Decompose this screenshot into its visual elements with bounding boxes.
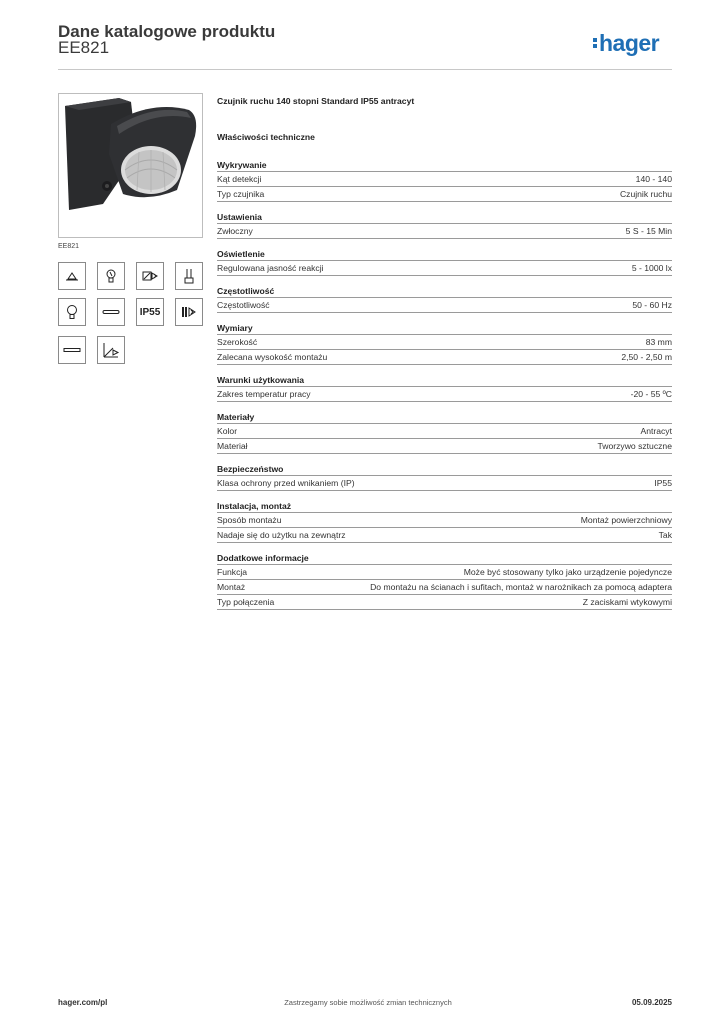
spec-group-title: Wymiary <box>217 319 672 335</box>
header-divider <box>58 69 672 70</box>
spec-row <box>217 224 672 239</box>
spec-value: 2,50 - 2,50 m <box>621 352 672 362</box>
ceiling-mount-icon <box>58 262 86 290</box>
spec-row <box>217 595 672 610</box>
spec-group <box>217 245 672 276</box>
spec-value: 83 mm <box>645 337 672 347</box>
spec-group-title: Instalacja, montaż <box>217 497 672 513</box>
spec-group <box>217 371 672 402</box>
logo-text: hager <box>599 30 660 56</box>
product-image <box>58 93 203 238</box>
motion-detection-icon <box>136 262 164 290</box>
product-name: Czujnik ruchu 140 stopni Standard IP55 antracyt <box>217 96 415 106</box>
spec-row <box>217 528 672 543</box>
spec-row <box>217 298 672 313</box>
spec-group <box>217 282 672 313</box>
spec-group <box>217 156 672 202</box>
spec-key: Kolor <box>217 426 238 436</box>
spec-key: Kąt detekcji <box>217 174 262 184</box>
spec-group-title: Bezpieczeństwo <box>217 460 672 476</box>
spec-key: Zakres temperatur pracy <box>217 389 311 399</box>
spec-key: Szerokość <box>217 337 258 347</box>
spec-key: Sposób montażu <box>217 515 282 525</box>
spec-group-title: Ustawienia <box>217 208 672 224</box>
spec-key: Klasa ochrony przed wnikaniem (IP) <box>217 478 355 488</box>
spec-key: Montaż <box>217 582 246 592</box>
bulb-icon <box>58 298 86 326</box>
spec-row <box>217 580 672 595</box>
spec-value: Może być stosowany tylko jako urządzenie pojedyncze <box>463 567 672 577</box>
spec-row <box>217 335 672 350</box>
spec-value: Montaż powierzchniowy <box>580 515 672 525</box>
spec-row <box>217 172 672 187</box>
spec-key: Regulowana jasność reakcji <box>217 263 324 273</box>
spec-groups <box>217 156 672 610</box>
spec-value: Do montażu na ścianach i sufitach, montaż w narożnikach za pomocą adaptera <box>370 582 672 592</box>
spec-value: IP55 <box>654 478 672 488</box>
spec-key: Częstotliwość <box>217 300 270 310</box>
spec-key: Zwłoczny <box>217 226 253 236</box>
spec-group-title: Częstotliwość <box>217 282 672 298</box>
motion-sensor-image <box>59 94 202 237</box>
spec-row <box>217 424 672 439</box>
spec-row <box>217 439 672 454</box>
spec-key: Typ połączenia <box>217 597 275 607</box>
spec-value: Tak <box>658 530 672 540</box>
lamp-bulb-icon <box>97 262 125 290</box>
spec-row <box>217 513 672 528</box>
footer-date: 05.09.2025 <box>631 998 672 1007</box>
hager-logo[interactable] <box>593 30 659 57</box>
spec-key: Materiał <box>217 441 248 451</box>
spec-key: Typ czujnika <box>217 189 265 199</box>
logo-dots-icon <box>593 36 598 50</box>
led-strip-icon <box>175 298 203 326</box>
spec-group <box>217 497 672 543</box>
footer-note: Zastrzegamy sobie możliwość zmian technicznych <box>284 998 452 1007</box>
spec-group <box>217 208 672 239</box>
spec-value: -20 - 55 ºC <box>630 389 672 399</box>
spec-key: Zalecana wysokość montażu <box>217 352 328 362</box>
spec-group <box>217 460 672 491</box>
spec-value: 5 - 1000 lx <box>631 263 672 273</box>
spec-group-title: Warunki użytkowania <box>217 371 672 387</box>
spec-group <box>217 408 672 454</box>
spec-value: Antracyt <box>640 426 672 436</box>
tube-lamp-icon <box>58 336 86 364</box>
section-title: Właściwości techniczne <box>217 132 315 142</box>
energy-saving-lamp-icon <box>175 262 203 290</box>
spec-group-title: Materiały <box>217 408 672 424</box>
spec-group-title: Oświetlenie <box>217 245 672 261</box>
spec-row <box>217 187 672 202</box>
spec-row <box>217 261 672 276</box>
spec-value: Tworzywo sztuczne <box>597 441 672 451</box>
spec-value: Z zaciskami wtykowymi <box>582 597 672 607</box>
spec-value: 50 - 60 Hz <box>632 300 672 310</box>
ip55-badge: IP55 <box>136 298 164 326</box>
spec-row <box>217 476 672 491</box>
spec-value: Czujnik ruchu <box>619 189 672 199</box>
spec-value: 140 - 140 <box>635 174 672 184</box>
spec-row <box>217 387 672 402</box>
product-code: EE821 <box>58 38 110 57</box>
footer-site-link[interactable]: hager.com/pl <box>58 998 108 1007</box>
spec-content <box>217 96 672 616</box>
sensor-angle-icon <box>97 336 125 364</box>
spec-group <box>217 319 672 365</box>
spec-row <box>217 350 672 365</box>
spec-value: 5 S - 15 Min <box>625 226 672 236</box>
spec-key: Nadaje się do użytku na zewnątrz <box>217 530 346 540</box>
spec-group <box>217 549 672 610</box>
spec-row <box>217 565 672 580</box>
page-title: Dane katalogowe produktu <box>58 22 276 41</box>
spec-group-title: Wykrywanie <box>217 156 672 172</box>
image-caption: EE821 <box>58 243 80 250</box>
spec-group-title: Dodatkowe informacje <box>217 549 672 565</box>
fluorescent-tube-icon <box>97 298 125 326</box>
spec-key: Funkcja <box>217 567 248 577</box>
